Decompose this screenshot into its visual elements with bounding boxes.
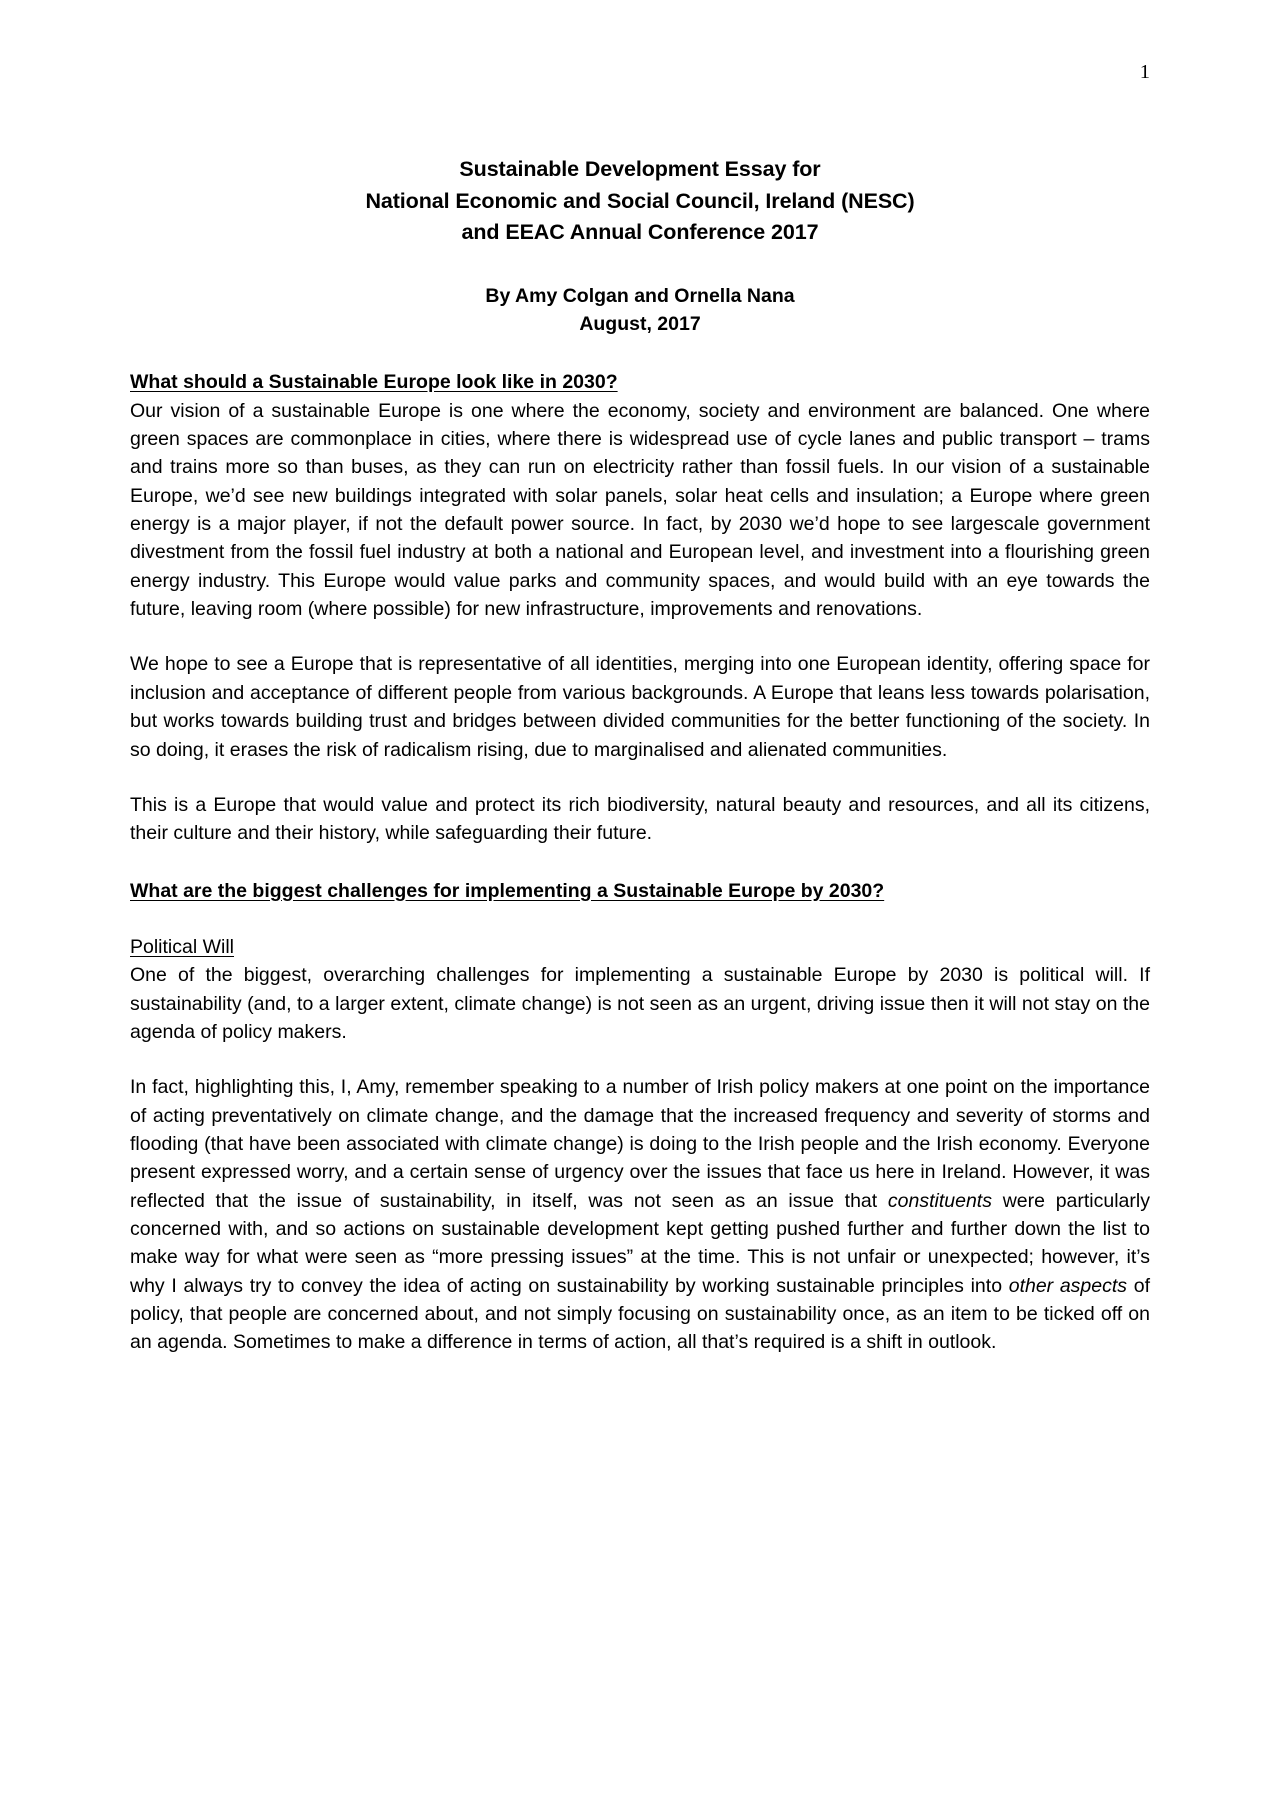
paragraph-text-part-3: of policy, that people are concerned about, and not simply focusing on sustainability once, as an item to be ticked off on an agenda. Sometimes to make a difference in terms of action, all that’s required is a shift in outlook. (130, 1274, 1150, 1354)
title-line-1: Sustainable Development Essay for (459, 157, 821, 181)
italic-term-constituents: constituents (887, 1189, 992, 1212)
paragraph-text-part-1: In fact, highlighting this, I, Amy, remember speaking to a number of Irish policy makers at one point on the importance of acting preventatively on climate change, and the damage that the increased frequency and severity of storms and flooding (that have been associated with climate change) is doing to the Irish people and the Irish economy. Everyone present expressed worry, and a certain sense of urgency over the issues that face us here in Ireland. However, it was reflected that the issue of sustainability, in itself, was not seen as an issue that (130, 1076, 1150, 1212)
subheading-political-will: Political Will (130, 935, 235, 958)
subsection-political-will (130, 933, 1150, 1357)
byline-block (130, 282, 1150, 339)
page-number: 1 (1139, 61, 1150, 83)
section-heading-2: What are the biggest challenges for implementing a Sustainable Europe by 2030? (130, 879, 885, 902)
title-line-2: National Economic and Social Council, Ireland (NESC) (365, 188, 915, 213)
section-2 (130, 877, 1150, 1357)
document-title (130, 154, 1150, 249)
section-2-paragraph-2 (130, 1073, 1150, 1357)
section-heading-1: What should a Sustainable Europe look like in 2030? (130, 371, 618, 394)
authors: By Amy Colgan and Ornella Nana (485, 284, 795, 307)
section-1 (130, 368, 1150, 847)
date: August, 2017 (579, 313, 701, 336)
section-1-paragraph-2: We hope to see a Europe that is representative of all identities, merging into one European identity, offering space for inclusion and acceptance of different people from various backgrounds. A Europe that leans less towards polarisation, but works towards building trust and bridges between divided communities for the better functioning of the society. In so doing, it erases the risk of radicalism rising, due to marginalised and alienated communities. (130, 653, 1150, 761)
italic-term-other-aspects: other aspects (1008, 1274, 1128, 1297)
section-1-paragraph-1: Our vision of a sustainable Europe is one where the economy, society and environment are balanced. One where green spaces are commonplace in cities, where there is widespread use of cycle lanes and public transport – trams and trains more so than buses, as they can run on electricity rather than fossil fuels. In our vision of a sustainable Europe, we’d see new buildings integrated with solar panels, solar heat cells and insulation; a Europe where green energy is a major player, if not the default power source. In fact, by 2030 we’d hope to see largescale government divestment from the fossil fuel industry at both a national and European level, and investment into a flourishing green energy industry. This Europe would value parks and community spaces, and would build with an eye towards the future, leaving room (where possible) for new infrastructure, improvements and renovations. (130, 399, 1150, 621)
title-line-3: and EEAC Annual Conference 2017 (461, 220, 819, 245)
section-1-paragraph-3: This is a Europe that would value and protect its rich biodiversity, natural beauty and resources, and all its citizens, their culture and their history, while safeguarding their future. (130, 793, 1150, 845)
section-2-paragraph-1: One of the biggest, overarching challenges for implementing a sustainable Europe by 2030 is political will. If sustainability (and, to a larger extent, climate change) is not seen as an urgent, driving issue then it will not stay on the agenda of policy makers. (130, 964, 1150, 1043)
paragraph-text-part-2: were particularly concerned with, and so actions on sustainable development kept getting pushed further and further down the list to make way for what were seen as “more pressing issues” at the time. This is not unfair or unexpected; however, it’s why I always try to convey the idea of acting on sustainability by working sustainable principles into (130, 1189, 1150, 1297)
